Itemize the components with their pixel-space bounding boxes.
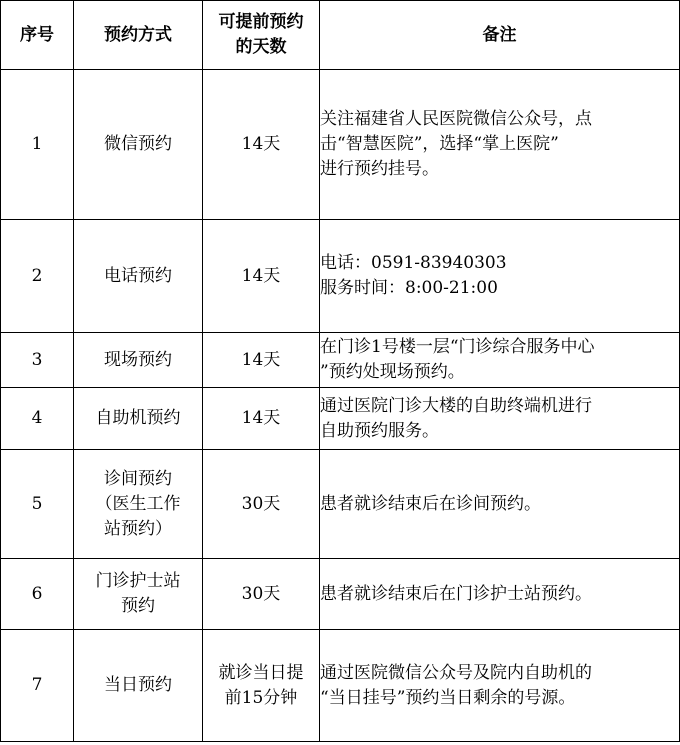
seq-cell <box>1 220 74 333</box>
note-cell-line: 患者就诊结束后在门诊护士站预约。 <box>320 583 592 604</box>
advance-cell-line: 14天 <box>241 408 281 428</box>
advance-cell <box>203 333 320 388</box>
note-cell-line: 服务时间：8:00-21:00 <box>320 278 498 298</box>
advance-cell-line: 30天 <box>241 493 281 514</box>
note-cell-line: 电话：0591-83940303 <box>320 253 507 273</box>
note-cell-line: 自助预约服务。 <box>320 420 439 441</box>
seq-cell <box>1 333 74 388</box>
seq-cell-line: 1 <box>31 134 43 154</box>
table-row <box>1 333 680 388</box>
seq-cell <box>1 388 74 450</box>
note-cell-line: “当日挂号”预约当日剩余的号源。 <box>320 687 576 708</box>
method-cell-line: （医生工作 <box>95 493 181 514</box>
header-seq: 序号 <box>1 1 74 70</box>
note-cell <box>320 388 680 450</box>
advance-cell <box>203 388 320 450</box>
note-cell-line: 进行预约挂号。 <box>320 159 439 179</box>
note-cell-line: ”预约处现场预约。 <box>320 362 465 382</box>
advance-cell-line: 14天 <box>241 349 281 370</box>
method-cell <box>74 333 203 388</box>
advance-cell <box>203 220 320 333</box>
table-row <box>1 388 680 450</box>
table-row <box>1 220 680 333</box>
header-advance-line: 可提前预约 <box>218 12 304 32</box>
method-cell-line: 预约 <box>121 596 155 616</box>
header-method: 预约方式 <box>74 1 203 70</box>
table-row <box>1 70 680 220</box>
table-row <box>1 559 680 630</box>
method-cell-line: 微信预约 <box>104 134 172 154</box>
table-header-row <box>1 1 680 70</box>
seq-cell-line: 2 <box>31 265 43 286</box>
advance-cell <box>203 450 320 559</box>
table-row <box>1 630 680 742</box>
method-cell <box>74 559 203 630</box>
seq-cell <box>1 70 74 220</box>
advance-cell <box>203 559 320 630</box>
method-cell <box>74 450 203 559</box>
method-cell-line: 自助机预约 <box>95 408 181 428</box>
method-cell-line: 诊间预约 <box>104 468 172 489</box>
method-cell-line: 电话预约 <box>104 265 172 286</box>
note-cell <box>320 450 680 559</box>
seq-cell-line: 4 <box>31 408 43 428</box>
note-cell <box>320 220 680 333</box>
header-advance-days <box>203 1 320 70</box>
seq-cell-line: 5 <box>31 493 43 514</box>
method-cell <box>74 220 203 333</box>
method-cell-line: 当日预约 <box>104 675 172 695</box>
advance-cell-line: 前15分钟 <box>224 687 298 708</box>
seq-cell <box>1 630 74 742</box>
note-cell-line: 击“智慧医院”，选择“掌上医院” <box>320 134 559 154</box>
note-cell-line: 通过医院微信公众号及院内自助机的 <box>320 662 592 683</box>
advance-cell <box>203 70 320 220</box>
note-cell-line: 患者就诊结束后在诊间预约。 <box>320 493 541 514</box>
advance-cell-line: 14天 <box>241 134 281 154</box>
note-cell <box>320 70 680 220</box>
seq-cell <box>1 450 74 559</box>
note-cell <box>320 630 680 742</box>
method-cell-line: 站预约） <box>104 518 172 539</box>
note-cell-line: 关注福建省人民医院微信公众号，点 <box>320 109 592 129</box>
header-advance-line: 的天数 <box>235 37 287 57</box>
header-note: 备注 <box>320 1 680 70</box>
method-cell <box>74 388 203 450</box>
advance-cell-line: 30天 <box>241 583 281 604</box>
note-cell <box>320 559 680 630</box>
seq-cell-line: 6 <box>31 583 43 604</box>
method-cell-line: 现场预约 <box>104 349 172 370</box>
method-cell <box>74 630 203 742</box>
note-cell-line: 通过医院门诊大楼的自助终端机进行 <box>320 395 592 416</box>
note-cell <box>320 333 680 388</box>
seq-cell-line: 3 <box>31 349 43 370</box>
table-body <box>1 70 680 742</box>
method-cell-line: 门诊护士站 <box>95 571 181 591</box>
method-cell <box>74 70 203 220</box>
seq-cell <box>1 559 74 630</box>
seq-cell-line: 7 <box>31 675 43 695</box>
advance-cell-line: 就诊当日提 <box>218 662 304 683</box>
advance-cell-line: 14天 <box>241 265 281 286</box>
table-row <box>1 450 680 559</box>
note-cell-line: 在门诊1号楼一层“门诊综合服务中心 <box>320 337 595 357</box>
advance-cell <box>203 630 320 742</box>
